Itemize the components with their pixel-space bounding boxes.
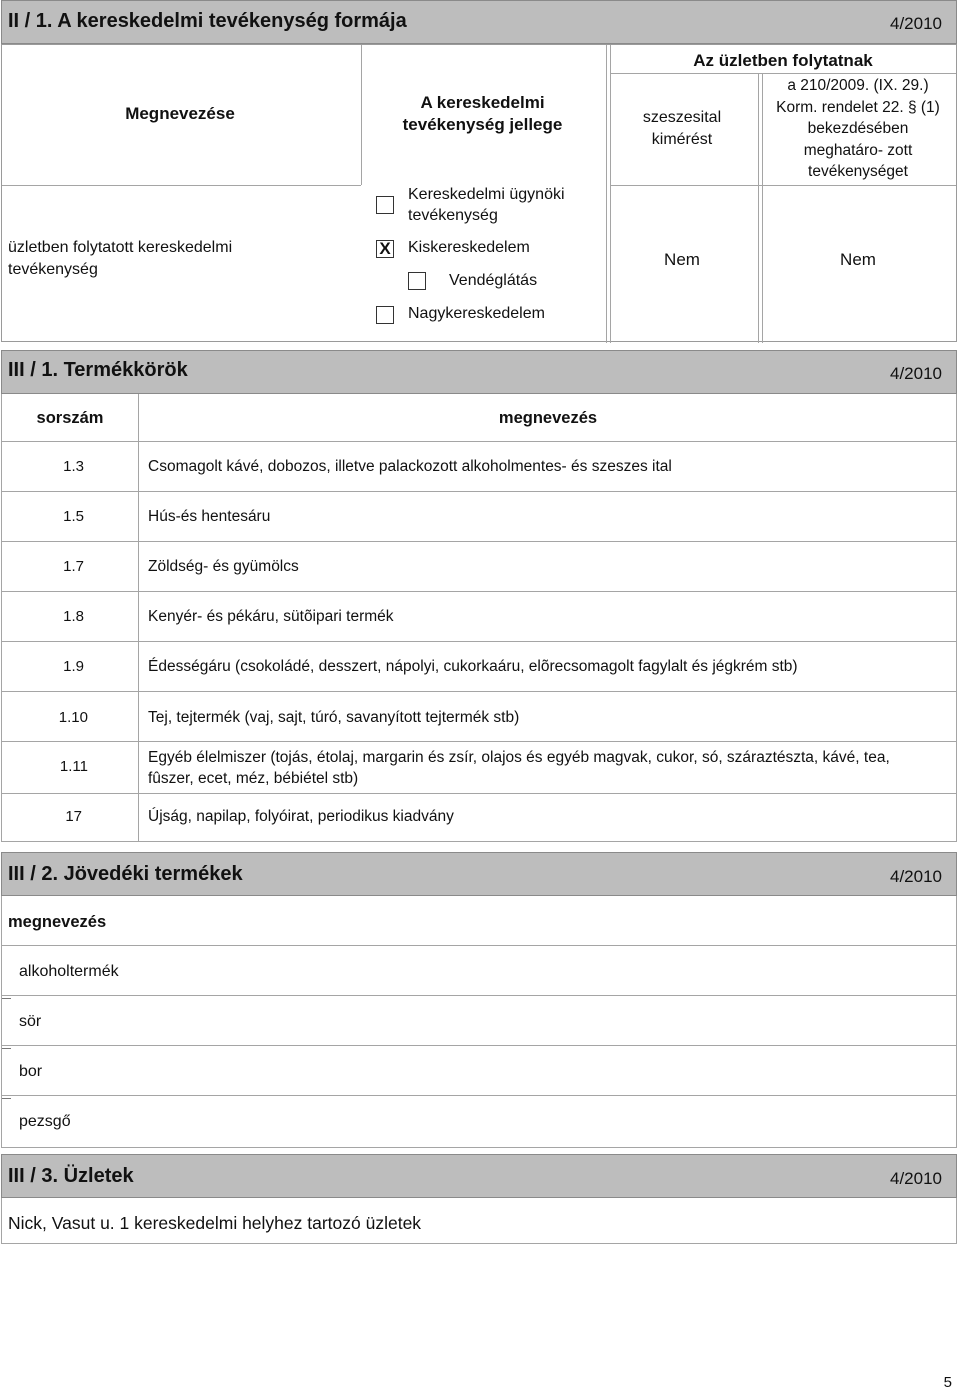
table-row [1,692,957,742]
row-number: 1.10 [58,709,88,726]
shops-text: Nick, Vasut u. 1 kereskedelmi helyhez tartozó üzletek [8,1213,422,1233]
divider [138,492,139,542]
divider [610,45,611,343]
divider [758,73,759,343]
table-row [1,1046,957,1096]
checkbox-retail[interactable]: X [376,240,394,258]
divider [138,742,139,794]
option-label: Kiskereskedelem [408,239,530,256]
col-group-header: Az üzletben folytatnak [693,51,873,70]
section-header-activity-form [1,0,957,44]
option-label: Nagykereskedelem [408,305,545,322]
row-name: Kenyér- és pékáru, sütõipari termék [148,608,394,625]
section-header-shops [1,1154,957,1198]
alcohol-value: Nem [664,250,700,269]
section-header-excise-products [1,852,957,896]
section-header-product-groups [1,350,957,394]
row-name: Zöldség- és gyümölcs [148,558,299,575]
divider [610,73,956,74]
row-name: Hús-és hentesáru [148,508,271,525]
table-row [1,642,957,692]
divider [610,185,956,186]
table-header-row [1,896,957,946]
checkbox-wholesale[interactable] [376,306,394,324]
divider [138,794,139,842]
section-title: II / 1. A kereskedelmi tevékenység formája [8,10,407,32]
col-num-header: sorszám [36,409,104,427]
decree-value: Nem [840,250,876,269]
col-name-header: megnevezés [498,409,598,427]
divider [138,692,139,742]
checkbox-catering[interactable] [408,272,426,290]
row-number: 1.8 [63,608,84,625]
row-name: alkoholtermék [19,963,119,980]
section-year: 4/2010 [890,1169,942,1188]
row-name: Újság, napilap, folyóirat, periodikus kiadvány [148,808,454,825]
section-year: 4/2010 [890,867,942,886]
col-name-header: Megnevezése [125,104,235,123]
section-year: 4/2010 [890,364,942,383]
divider [606,45,607,343]
row-number: 1.7 [63,558,84,575]
table-header-row [1,394,957,442]
divider [138,542,139,592]
divider [762,73,763,343]
divider [138,442,139,492]
col-decree-header: a 210/2009. (IX. 29.) Korm. rendelet 22. § (1) bekezdésében meghatáro- zott tevékenységet [776,77,940,180]
row-number: 1.5 [63,508,84,525]
table-row [1,1096,957,1148]
option-label: Kereskedelmi ügynöki tevékenység [408,186,565,224]
row-name: pezsgő [19,1113,71,1130]
table-row [1,996,957,1046]
table-row [1,542,957,592]
section-title: III / 2. Jövedéki termékek [8,863,243,885]
divider [361,45,362,185]
page-number: 5 [943,1374,952,1391]
row-number: 17 [65,808,82,825]
table-row [1,742,957,794]
divider [138,592,139,642]
row-number: 1.3 [63,458,84,475]
option-label: Vendéglátás [449,272,538,289]
col-type-header: A kereskedelmi tevékenység jellege [402,93,563,134]
row-name: sör [19,1013,42,1030]
row-name: bor [19,1063,43,1080]
col-alcohol-header: szeszesital kimérést [642,109,722,148]
row-name: Csomagolt kávé, dobozos, illetve palackozott alkoholmentes- és szeszes ital [148,458,672,475]
divider [138,642,139,692]
section-title: III / 1. Termékkörök [8,359,188,381]
table-row [1,794,957,842]
row-label: üzletben folytatott kereskedelmi tevékenység [8,239,233,278]
table-row [1,946,957,996]
shops-row [1,1198,957,1244]
table-row [1,492,957,542]
row-name: Édességáru (csokoládé, desszert, nápolyi, cukorkaáru, elõrecsomagolt fagylalt és jégkrém stb) [148,658,798,675]
row-name: Tej, tejtermék (vaj, sajt, túró, savanyított tejtermék stb) [148,709,520,726]
col-name-header: megnevezés [8,913,107,931]
row-name: Egyéb élelmiszer (tojás, étolaj, margarin és zsír, olajos és egyéb magvak, cukor, só, száraztészta, kávé, tea, fûszer, ecet, méz, bébiétel stb) [148,749,890,787]
checkbox-agent[interactable] [376,196,394,214]
section-year: 4/2010 [890,14,942,33]
row-number: 1.9 [63,658,84,675]
table-row [1,442,957,492]
table-row [1,592,957,642]
divider [2,185,361,186]
section-title: III / 3. Üzletek [8,1165,134,1187]
row-number: 1.11 [59,758,88,775]
